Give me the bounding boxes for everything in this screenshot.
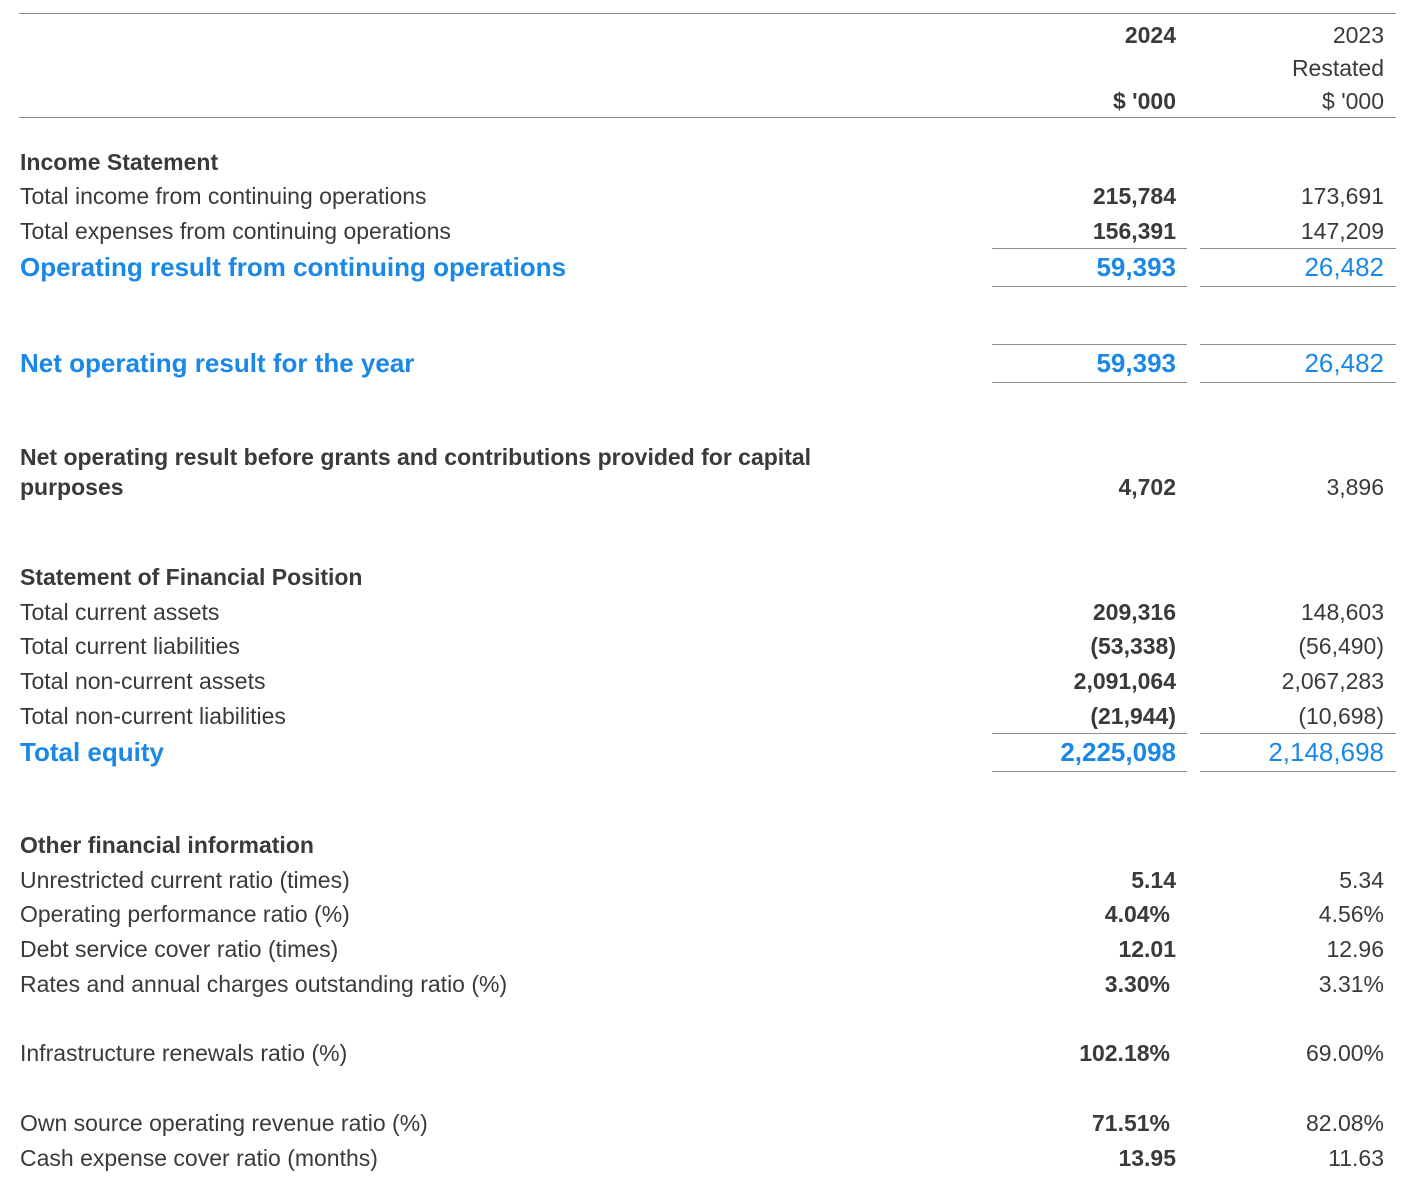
value-2023: (10,698): [1298, 703, 1384, 729]
other-info-title: Other financial information: [20, 832, 314, 858]
total-equity-2024: 2,225,098: [1060, 737, 1176, 767]
value-2024: 215,784: [1092, 183, 1176, 209]
income-statement-title: Income Statement: [20, 149, 219, 175]
total-equity-label: Total equity: [20, 737, 164, 767]
col-2024-year: 2024: [1124, 22, 1176, 48]
row-label: Total expenses from continuing operations: [20, 218, 451, 244]
rule: [992, 771, 1187, 772]
value-2023: 3.31%: [1318, 971, 1384, 997]
net-result-2023: 26,482: [1304, 348, 1384, 378]
rule: [1200, 733, 1396, 734]
col-2023-unit: $ '000: [1322, 88, 1384, 114]
col-2023-restated: Restated: [1291, 55, 1384, 81]
row-label: Total income from continuing operations: [20, 183, 427, 209]
total-equity-2023: 2,148,698: [1268, 737, 1384, 767]
row-label: Total non-current assets: [20, 668, 266, 694]
rule: [1200, 286, 1396, 287]
rule: [1200, 382, 1396, 383]
header-top-rule: [19, 13, 1396, 14]
col-2024-unit: $ '000: [1112, 88, 1176, 114]
value-2024: (53,338): [1090, 633, 1176, 659]
value-2024: 209,316: [1092, 599, 1176, 625]
value-2023: 82.08%: [1305, 1110, 1384, 1136]
operating-result-label: Operating result from continuing operations: [20, 252, 567, 282]
value-2023: 173,691: [1300, 183, 1384, 209]
value-2024: 102.18%: [1079, 1040, 1170, 1066]
value-2024: 4.04%: [1104, 901, 1170, 927]
value-2023: 12.96: [1326, 936, 1384, 962]
rule: [992, 382, 1187, 383]
row-label: Debt service cover ratio (times): [20, 936, 339, 962]
net-result-2024: 59,393: [1096, 348, 1176, 378]
value-2023: 4.56%: [1318, 901, 1384, 927]
value-2024: 5.14: [1131, 867, 1176, 893]
header-bottom-rule: [19, 117, 1396, 118]
financial-position-title: Statement of Financial Position: [20, 564, 363, 590]
operating-result-2024: 59,393: [1096, 252, 1176, 282]
net-before-grants-label-2: purposes: [20, 474, 124, 500]
value-2023: 148,603: [1300, 599, 1384, 625]
net-before-grants-2024: 4,702: [1118, 474, 1176, 500]
rule: [1200, 344, 1396, 345]
row-label: Infrastructure renewals ratio (%): [20, 1040, 348, 1066]
row-label: Total current assets: [20, 599, 220, 625]
net-before-grants-label-1: Net operating result before grants and contributions provided for capital: [20, 444, 812, 470]
row-label: Total non-current liabilities: [20, 703, 286, 729]
value-2024: 156,391: [1092, 218, 1176, 244]
row-label: Total current liabilities: [20, 633, 240, 659]
value-2023: 69.00%: [1305, 1040, 1384, 1066]
value-2024: 2,091,064: [1073, 668, 1176, 694]
operating-result-2023: 26,482: [1304, 252, 1384, 282]
value-2023: (56,490): [1298, 633, 1384, 659]
row-label: Operating performance ratio (%): [20, 901, 350, 927]
value-2024: (21,944): [1090, 703, 1176, 729]
row-label: Rates and annual charges outstanding ratio (%): [20, 971, 508, 997]
value-2023: 5.34: [1339, 867, 1384, 893]
rule: [1200, 248, 1396, 249]
value-2023: 147,209: [1300, 218, 1384, 244]
value-2024: 3.30%: [1104, 971, 1170, 997]
value-2024: 13.95: [1118, 1145, 1176, 1171]
value-2024: 12.01: [1118, 936, 1176, 962]
row-label: Cash expense cover ratio (months): [20, 1145, 378, 1171]
net-result-label: Net operating result for the year: [20, 348, 415, 378]
col-2023-year: 2023: [1332, 22, 1384, 48]
value-2023: 11.63: [1328, 1145, 1384, 1171]
rule: [1200, 771, 1396, 772]
rule: [992, 733, 1187, 734]
value-2023: 2,067,283: [1281, 668, 1384, 694]
rule: [992, 344, 1187, 345]
value-2024: 71.51%: [1091, 1110, 1170, 1136]
rule: [992, 286, 1187, 287]
rule: [992, 248, 1187, 249]
row-label: Unrestricted current ratio (times): [20, 867, 350, 893]
row-label: Own source operating revenue ratio (%): [20, 1110, 428, 1136]
net-before-grants-2023: 3,896: [1326, 474, 1384, 500]
